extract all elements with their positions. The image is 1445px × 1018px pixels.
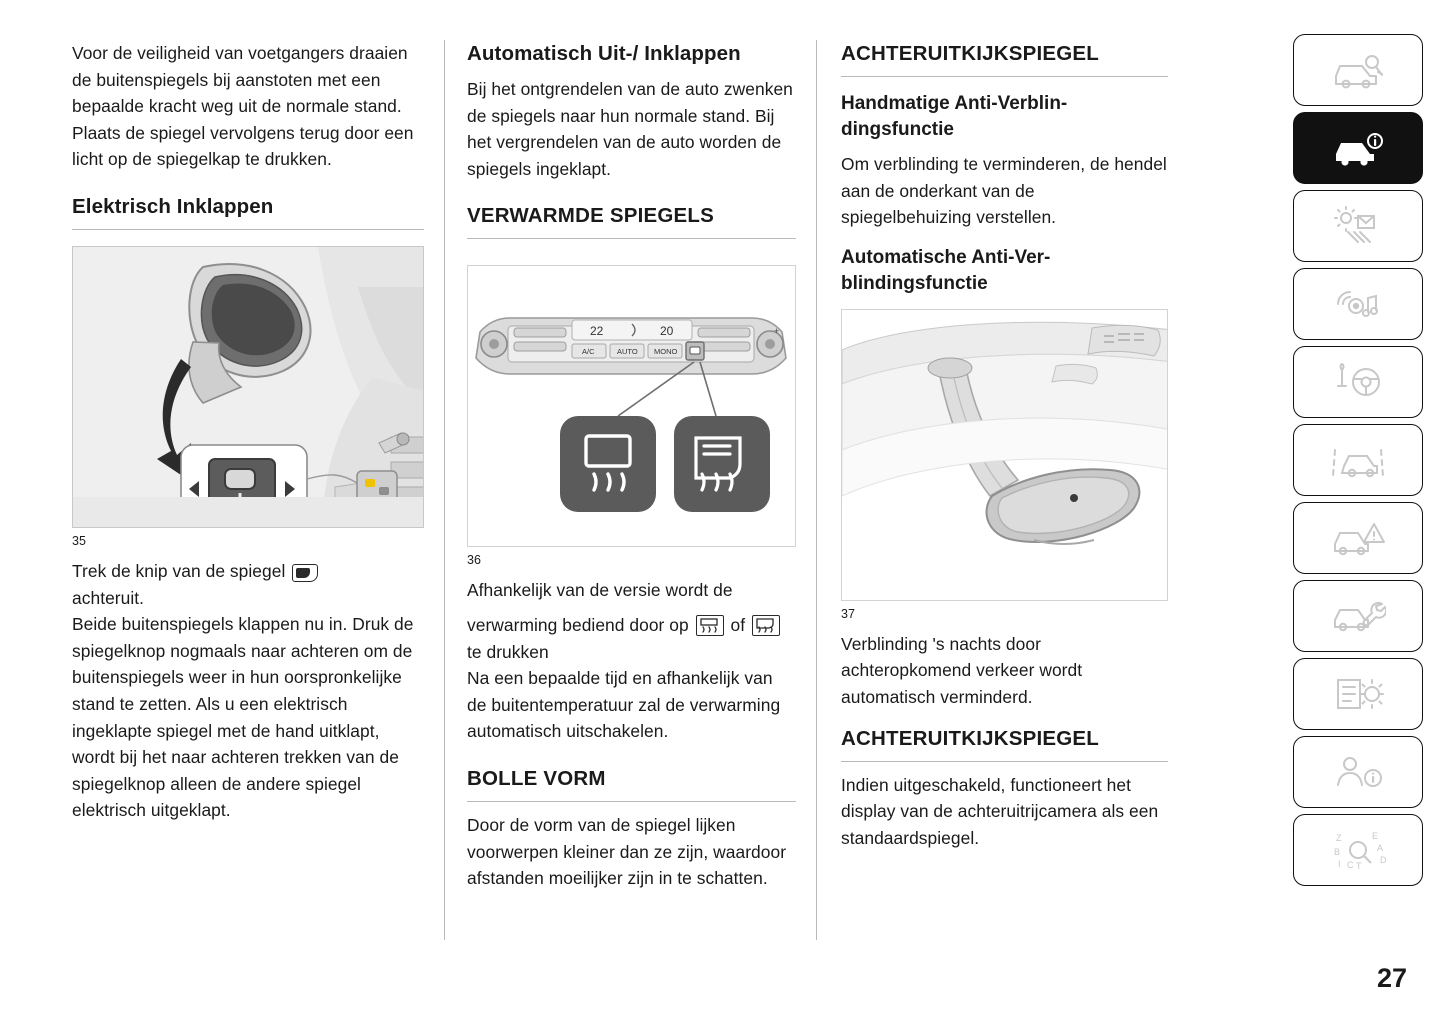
heated-body-paragraph: Na een bepaalde tijd en afhankelijk van de buitentemperatuur zal de verwarming automatisch uitschakelen. (467, 668, 781, 742)
figure-climate-panel (467, 265, 796, 547)
svg-text:D: D (1380, 855, 1387, 865)
svg-text:AUTO: AUTO (617, 347, 638, 357)
heading-auto-fold: Automatisch Uit-/ Inklappen (467, 42, 741, 65)
rail-item-driver-info[interactable] (1293, 736, 1423, 808)
svg-text:B: B (1334, 847, 1341, 857)
convex-paragraph: Door de vorm van de spiegel lijken voorwerpen kleiner dan ze zijn, waardoor afstanden moeilijker zijn in te schatten. (467, 814, 787, 889)
rearview-camera-paragraph: Indien uitgeschakeld, functioneert het display van de achteruitrijcamera als een standaardspiegel. (841, 774, 1159, 848)
figure-37-caption: 37 (841, 606, 855, 621)
column-middle (444, 40, 816, 940)
lights-wipers-icon (1330, 206, 1386, 246)
navigation-media-icon (1330, 284, 1386, 324)
intro-paragraph: Voor de veiligheid van voetgangers draaien de buitenspiegels bij aanstoten met een bepaalde kracht weg uit de normale stand. Plaats de spiegel vervolgens terug door een licht op de spiegelkap te drukken. (72, 43, 414, 170)
column-left (72, 40, 444, 940)
rail-item-specifications[interactable] (1293, 658, 1423, 730)
manual-antiglare-paragraph: Om verblinding te verminderen, de hendel aan de onderkant van de spiegelbehuizing verstellen. (841, 154, 1167, 228)
heading-auto-antiglare: Automatische Anti-Ver-blindingsfunctie (841, 246, 1051, 294)
car-key-icon (1330, 50, 1386, 90)
fold-instructions-paragraph: Beide buitenspiegels klappen nu in. Druk de spiegelknop nogmaals naar achteren om de buitenspiegels weer in hun oorspronkelijke stand te zetten. Als u een elektrisch ingeklapte spiegel met de hand uitklapt, wordt bij het naar achteren trekken van de spiegelknop alleen de andere spiegel elektrisch uitgeklapt. (72, 614, 414, 821)
svg-text:22: 22 (590, 324, 604, 339)
car-service-icon (1330, 596, 1386, 636)
svg-text:T: T (1356, 861, 1362, 871)
mirror-clip-text-2: achteruit. (72, 587, 145, 608)
heading-rule (72, 229, 424, 230)
heated-line-2 (467, 612, 796, 639)
rail-item-warning[interactable] (1293, 502, 1423, 574)
heading-electric-fold: Elektrisch Inklappen (72, 194, 274, 218)
svg-text:I: I (1338, 859, 1341, 869)
svg-text:C: C (1347, 860, 1354, 870)
heated-line-3: te drukken (467, 641, 549, 662)
mirror-clip-text: Trek de knip van de spiegel (72, 560, 286, 581)
rail-item-lights-wipers[interactable] (1293, 190, 1423, 262)
rail-item-index-search[interactable] (1293, 814, 1423, 886)
heading-manual-antiglare: Handmatige Anti-Verblin-dingsfunctie (841, 93, 1068, 140)
heading-rearview-1: ACHTERUITKIJKSPIEGEL (841, 42, 1099, 65)
page-number: 27 (1376, 963, 1407, 993)
figure-36-caption: 36 (467, 553, 481, 568)
heading-rearview-2: ACHTERUITKIJKSPIEGEL (841, 726, 1099, 750)
rearview-mirror-illustration (842, 310, 1168, 600)
mirror-symbol-icon (292, 564, 318, 582)
section-tab-rail (1293, 34, 1423, 886)
steering-wheel-controls-icon (1330, 362, 1386, 402)
rail-item-car-key[interactable] (1293, 34, 1423, 106)
rail-item-navigation-media[interactable] (1293, 268, 1423, 340)
heading-rule-4 (841, 76, 1168, 77)
heated-line-2-text: verwarming bediend door op (467, 614, 689, 635)
svg-text:Z: Z (1336, 833, 1342, 843)
svg-text:+: + (774, 326, 780, 337)
heading-convex: BOLLE VORM (467, 766, 606, 790)
car-warning-icon (1330, 518, 1386, 558)
heading-rule-5 (841, 761, 1168, 762)
content-columns (72, 40, 1272, 940)
index-search-icon (1328, 829, 1388, 871)
mirror-defrost-icon (752, 615, 780, 636)
auto-fold-paragraph: Bij het ontgrendelen van de auto zwenken de spiegels naar hun normale stand. Bij het vergrendelen van de auto worden de spiegels ingeklapt. (467, 79, 793, 179)
mirror-fold-switch-illustration (73, 247, 424, 527)
specifications-icon (1330, 674, 1386, 714)
svg-text:E: E (1372, 831, 1379, 841)
climate-control-panel-illustration (468, 266, 796, 546)
figure-mirror-fold-switch (72, 246, 424, 528)
svg-text:MONO: MONO (654, 347, 678, 357)
heading-heated-mirrors: VERWARMDE SPIEGELS (467, 204, 714, 228)
rail-item-lane-assist[interactable] (1293, 424, 1423, 496)
rail-item-car-info[interactable] (1293, 112, 1423, 184)
column-right (816, 40, 1188, 940)
heated-line-1: Afhankelijk van de versie wordt de (467, 580, 733, 601)
car-info-icon (1330, 128, 1386, 168)
heated-line-2-or: of (730, 614, 746, 635)
mirror-clip-instruction (72, 558, 424, 611)
figure-rearview-mirror (841, 309, 1168, 601)
rail-item-steering-controls[interactable] (1293, 346, 1423, 418)
svg-text:A: A (1377, 843, 1384, 853)
rail-item-service[interactable] (1293, 580, 1423, 652)
svg-text:A/C: A/C (582, 347, 595, 357)
driver-info-icon (1330, 752, 1386, 792)
auto-antiglare-paragraph: Verblinding 's nachts door achteropkomend verkeer wordt automatisch verminderd. (841, 633, 1083, 707)
figure-35-caption: 35 (72, 533, 86, 548)
heading-rule-2 (467, 238, 796, 239)
svg-text:20: 20 (660, 324, 674, 339)
car-lane-assist-icon (1330, 440, 1386, 480)
rear-defrost-icon (696, 615, 724, 636)
heading-rule-3 (467, 801, 796, 802)
